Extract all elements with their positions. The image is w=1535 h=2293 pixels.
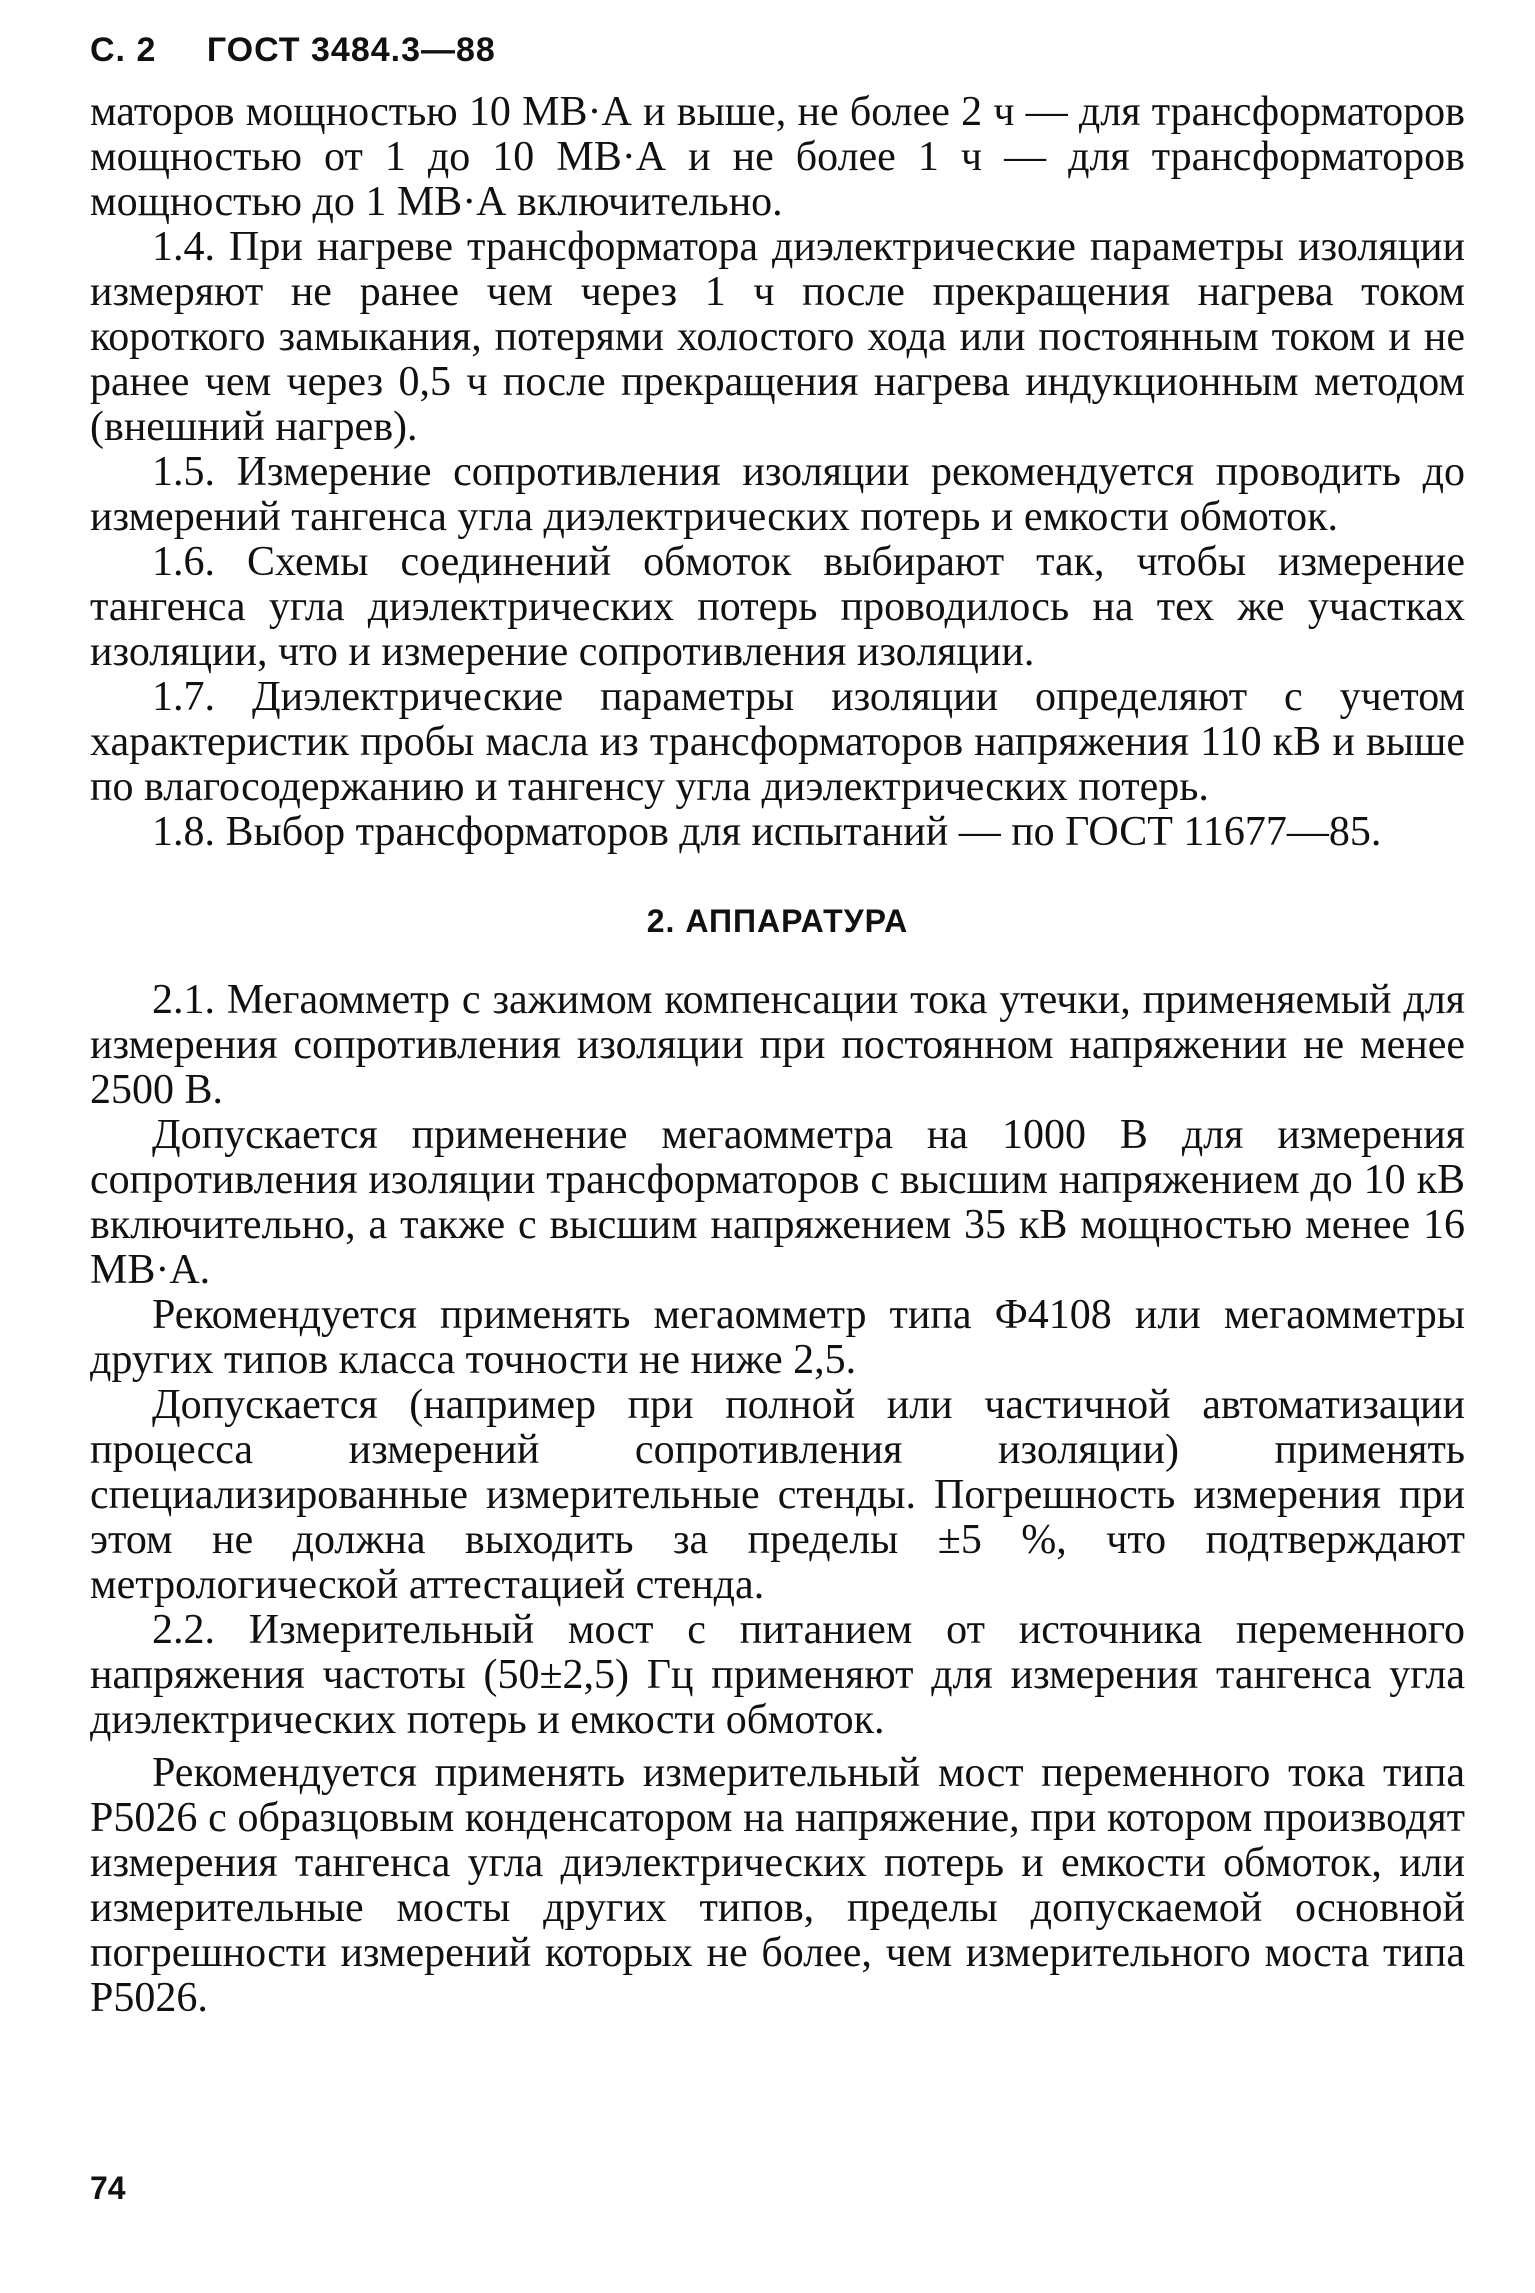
paragraph-1-6: 1.6. Схемы соединений обмоток выбирают так, чтобы измерение тангенса угла диэлектрических потерь проводилось на тех же участках изоляции, что и измерение сопротивления изоляции. (90, 539, 1465, 675)
paragraph-1-8: 1.8. Выбор трансформаторов для испытаний — по ГОСТ 11677—85. (152, 809, 1382, 855)
paragraph-1-7: 1.7. Диэлектрические параметры изоляции определяют с учетом характеристик пробы масла из трансформаторов напряжения 110 кВ и выше по влагосодержанию и тангенсу угла диэлектрических потерь. (90, 674, 1465, 810)
paragraph-2-1-note-3: Допускается (например при полной или частичной автоматизации процесса измерений сопротивления изоляции) применять специализированные измерительные стенды. Погрешность измерения при этом не должна выходить за пределы ±5 %, что подтверждают метрологической аттестацией стенда. (90, 1382, 1465, 1608)
paragraph-2-1-note-2: Рекомендуется применять мегаомметр типа Ф4108 или мегаомметры других типов класса точности не ниже 2,5. (90, 1292, 1465, 1383)
paragraph-2-1-note-1: Допускается применение мегаомметра на 1000 В для измерения сопротивления изоляции трансформаторов с высшим напряжением до 10 кВ включительно, а также с высшим напряжением 35 кВ мощностью менее 16 МВ·А. (90, 1112, 1465, 1293)
paragraph-2-2: 2.2. Измерительный мост с питанием от источника переменного напряжения частоты (50±2,5) Гц применяют для измерения тангенса угла диэлектрических потерь и емкости обмоток. (90, 1607, 1465, 1743)
document-page (90, 20, 1465, 2021)
paragraph-1-5: 1.5. Измерение сопротивления изоляции рекомендуется проводить до измерений тангенса угла диэлектрических потерь и емкости обмоток. (90, 449, 1465, 540)
paragraph-1-4: 1.4. При нагреве трансформатора диэлектрические параметры изоляции измеряют не ранее чем через 1 ч после прекращения нагрева током короткого замыкания, потерями холостого хода или постоянным током и не ранее чем через 0,5 ч после прекращения нагрева индукционным методом (внешний нагрев). (90, 224, 1465, 450)
page-header (90, 20, 1465, 90)
section-title: 2. АППАРАТУРА (646, 903, 909, 939)
page-number: 74 (90, 2170, 126, 2206)
page-label: С. 2 (90, 31, 157, 69)
paragraph-continuation: маторов мощностью 10 МВ·А и выше, не более 2 ч — для трансформаторов мощностью от 1 до 10 МВ·А и не более 1 ч — для трансформаторов мощностью до 1 МВ·А включительно. (90, 89, 1465, 225)
paragraph-2-2-note: Рекомендуется применять измерительный мост переменного тока типа Р5026 с образцовым конденсатором на напряжение, при котором производят измерения тангенса угла диэлектрических потерь и емкости обмоток, или измерительные мосты других типов, пределы допускаемой основной погрешности измерений которых не более, чем измерительного моста типа Р5026. (90, 1750, 1465, 2021)
paragraph-2-1: 2.1. Мегаомметр с зажимом компенсации тока утечки, применяемый для измерения сопротивления изоляции при постоянном напряжении не менее 2500 В. (90, 977, 1465, 1113)
doc-code: ГОСТ 3484.3—88 (206, 31, 496, 69)
